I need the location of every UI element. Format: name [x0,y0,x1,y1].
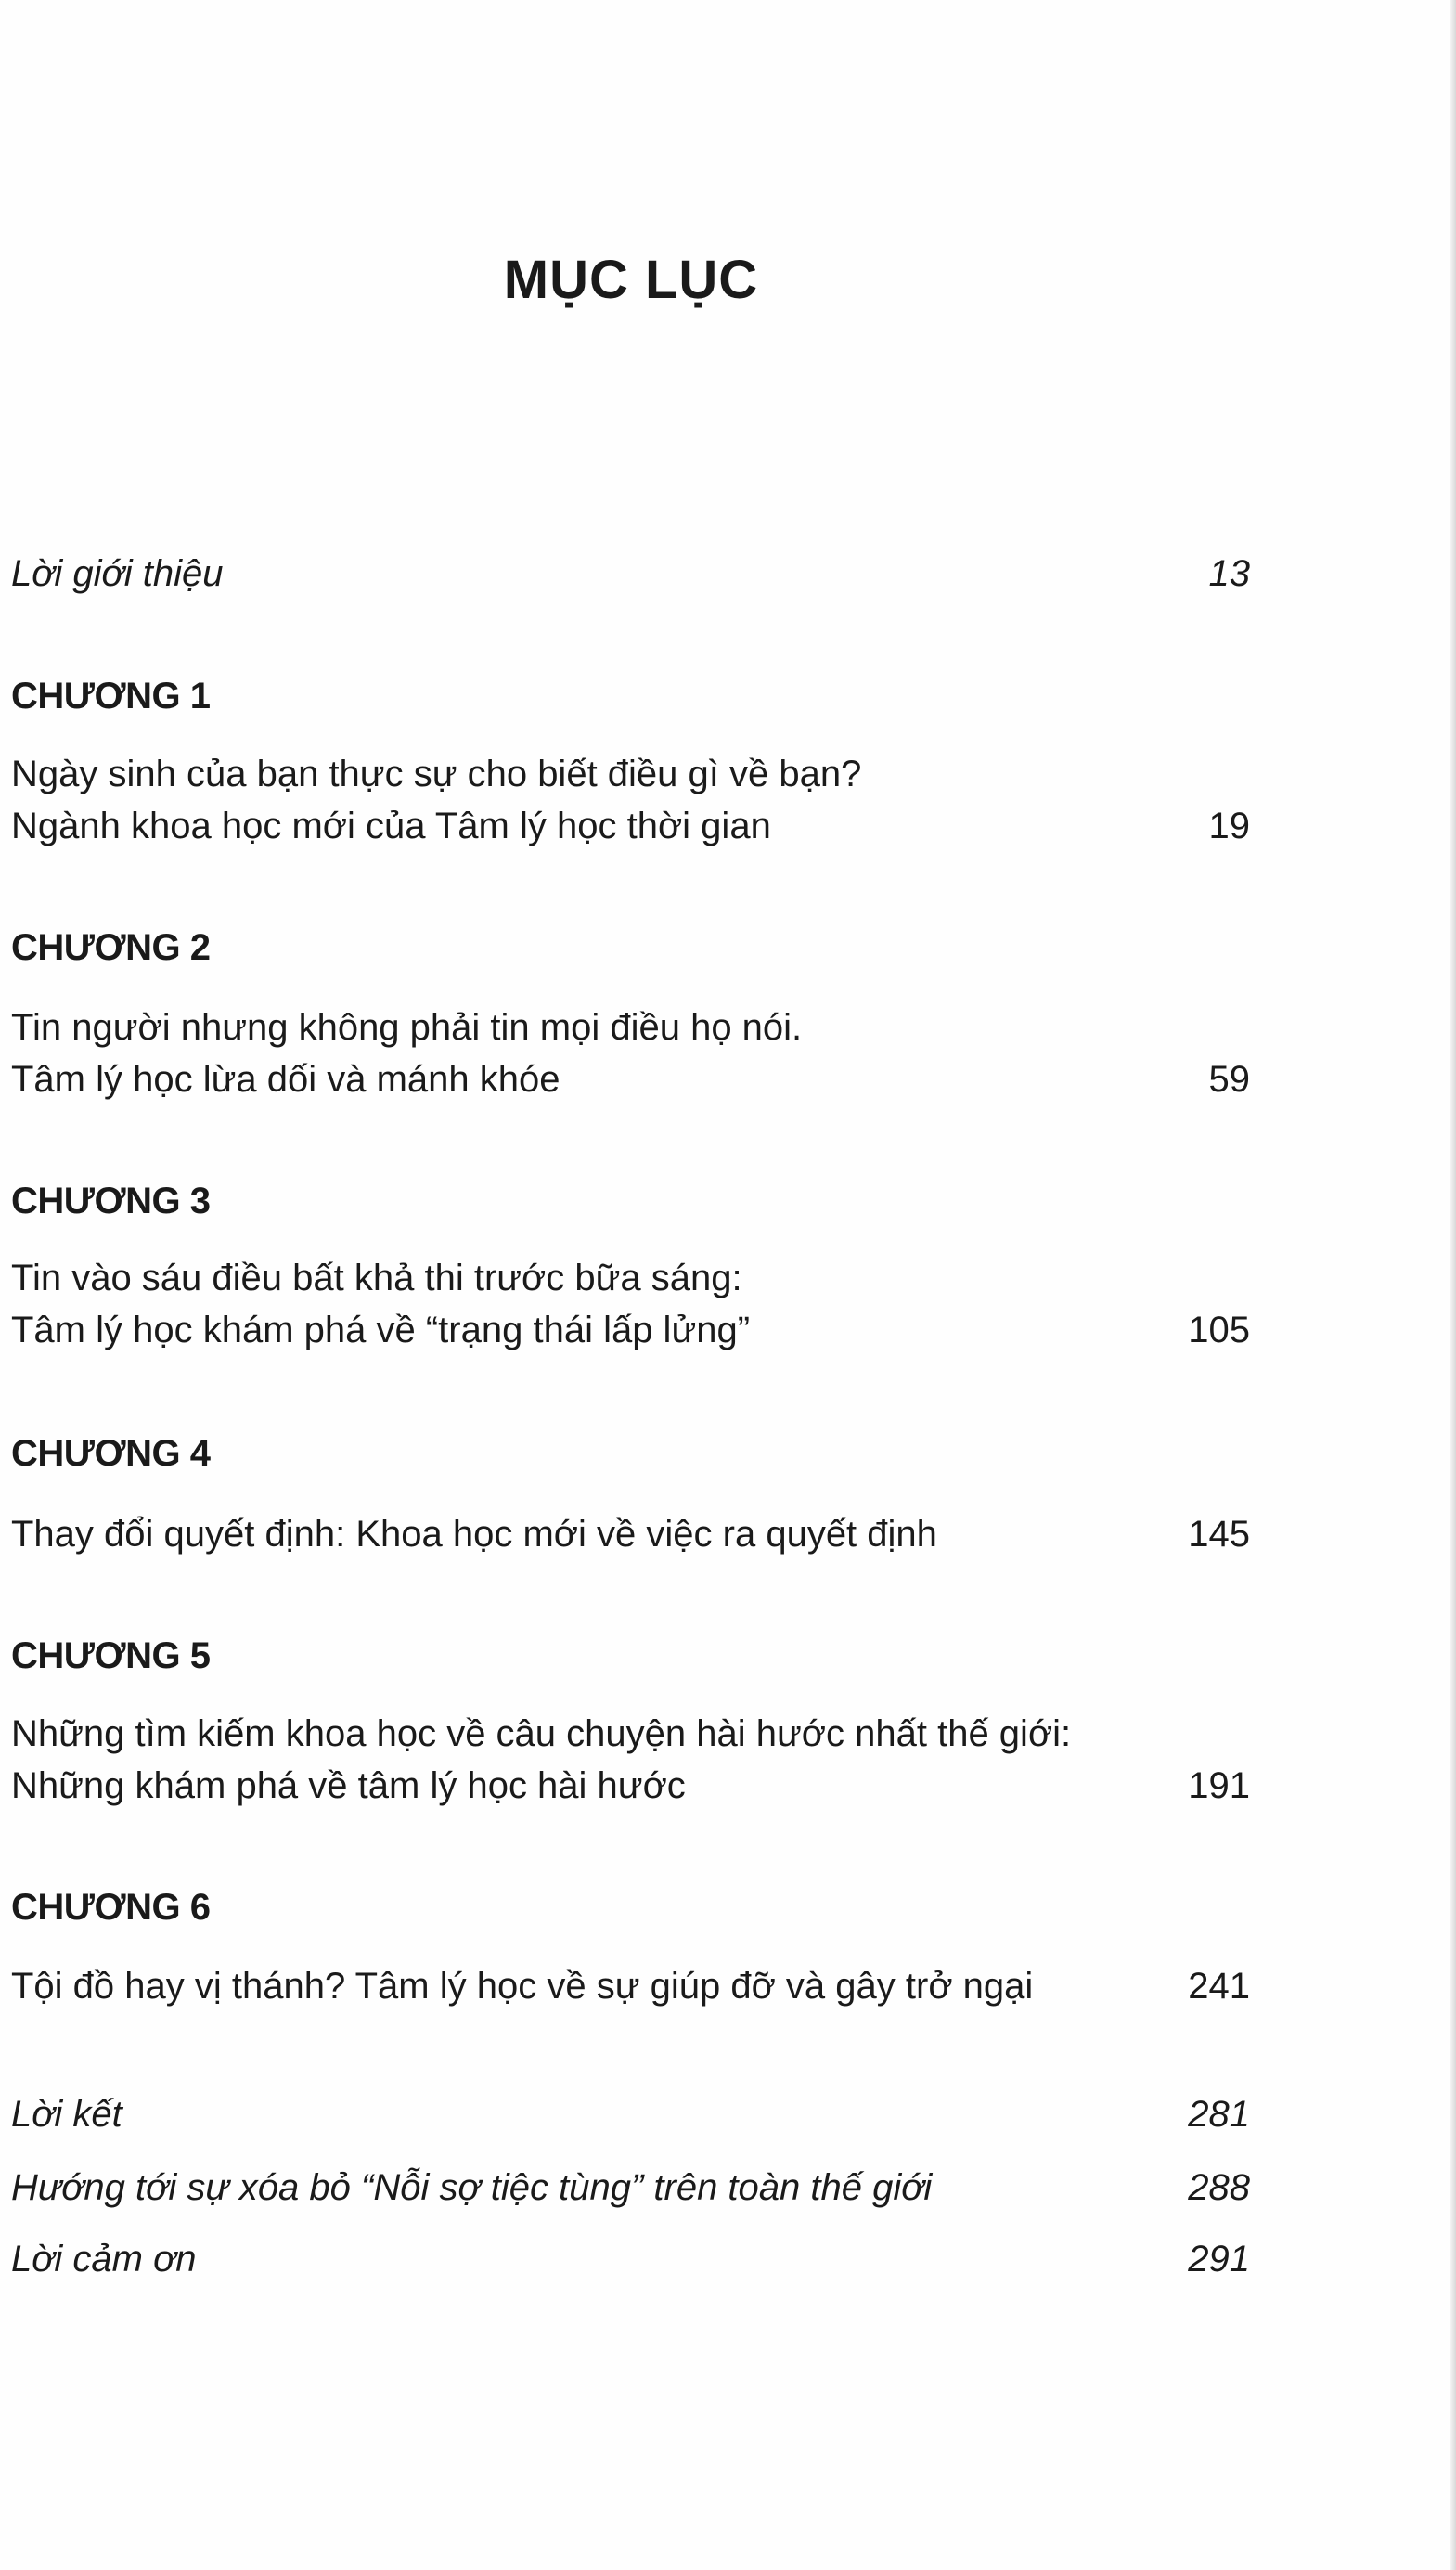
toc-entry-label: Hướng tới sự xóa bỏ “Nỗi sợ tiệc tùng” trên toàn thế giới [11,2167,933,2208]
toc-entry-chapter-1[interactable] [11,748,1250,852]
toc-entry-epilogue[interactable] [11,2088,1250,2140]
toc-entry-line2: Những khám phá về tâm lý học hài hước [11,1765,686,1806]
toc-entry-label: Lời giới thiệu [11,553,224,594]
chapter-heading-4: CHƯƠNG 4 [11,1433,211,1474]
toc-page-number: 241 [1188,1966,1250,2007]
toc-page-number: 291 [1188,2239,1250,2279]
page-title: MỤC LỤC [503,250,759,310]
toc-page-number: 13 [1208,553,1250,594]
toc-entry-line1: Thay đổi quyết định: Khoa học mới về việc ra quyết định [11,1514,937,1555]
toc-entry-label: Lời kết [11,2094,122,2135]
toc-entry-line2: Tâm lý học lừa dối và mánh khóe [11,1059,560,1100]
toc-entry-acknowledgements[interactable] [11,2233,1250,2285]
toc-entry-chapter-3[interactable] [11,1252,1250,1356]
toc-entry-chapter-5[interactable] [11,1708,1250,1812]
toc-entry-line1: Những tìm kiếm khoa học về câu chuyện hài hước nhất thế giới: [11,1713,1072,1754]
chapter-heading-5: CHƯƠNG 5 [11,1635,211,1676]
page-edge-shadow [1450,0,1456,2570]
chapter-heading-2: CHƯƠNG 2 [11,927,211,968]
toc-page-number: 145 [1188,1514,1250,1555]
toc-entry-line1: Tin vào sáu điều bất khả thi trước bữa sáng: [11,1258,742,1298]
chapter-heading-6: CHƯƠNG 6 [11,1887,211,1928]
toc-entry-line1: Tin người nhưng không phải tin mọi điều họ nói. [11,1007,803,1048]
toc-entry-line2: Ngành khoa học mới của Tâm lý học thời gian [11,806,771,846]
toc-entry-chapter-4[interactable] [11,1508,1250,1560]
chapter-heading-1: CHƯƠNG 1 [11,676,211,717]
toc-entry-label: Lời cảm ơn [11,2239,197,2279]
toc-entry-line1: Ngày sinh của bạn thực sự cho biết điều gì về bạn? [11,754,862,794]
toc-entry-line1: Tội đồ hay vị thánh? Tâm lý học về sự giúp đỡ và gây trở ngại [11,1966,1034,2007]
toc-page-number: 281 [1188,2094,1250,2135]
toc-page-number: 59 [1208,1059,1250,1100]
toc-page-number: 288 [1188,2167,1250,2208]
toc-entry-chapter-6[interactable] [11,1960,1250,2012]
toc-page-number: 19 [1208,806,1250,846]
toc-entry-intro[interactable] [11,548,1250,600]
toc-entry-chapter-2[interactable] [11,1001,1250,1105]
toc-page-number: 191 [1188,1765,1250,1806]
toc-entry-line2: Tâm lý học khám phá về “trạng thái lấp lửng” [11,1310,751,1350]
toc-page-number: 105 [1188,1310,1250,1350]
toc-entry-party-fear[interactable] [11,2162,1250,2214]
chapter-heading-3: CHƯƠNG 3 [11,1181,211,1221]
